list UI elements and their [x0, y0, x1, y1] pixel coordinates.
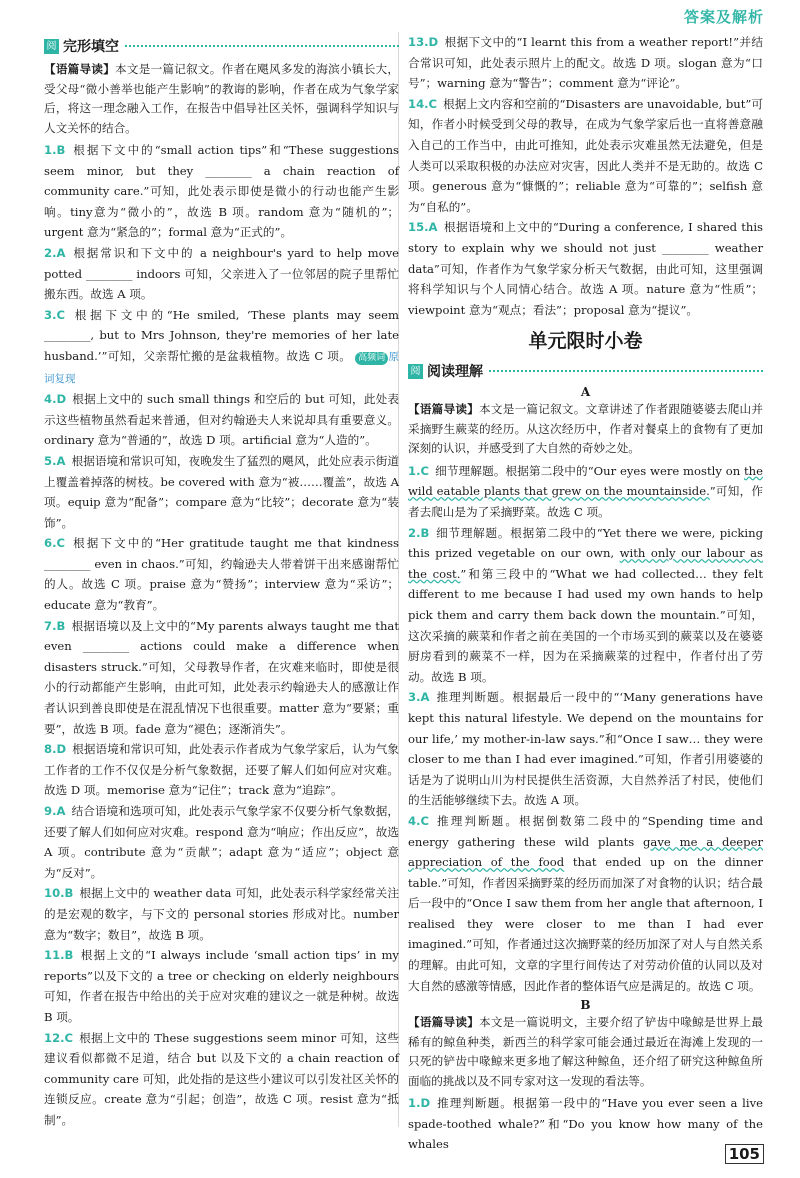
item-answer: D [428, 35, 439, 49]
item-number: 4. [408, 813, 421, 828]
section-icon: 阅 [408, 364, 423, 379]
answer-list [44, 140, 399, 1131]
answer-item [44, 533, 399, 615]
item-answer: A [56, 804, 66, 818]
item-number: 11. [44, 948, 65, 963]
answer-item [408, 94, 763, 218]
reading-guide-a [408, 400, 763, 459]
section-icon: 阅 [44, 39, 59, 54]
item-answer: B [420, 525, 430, 540]
item-explanation: 根据上文中的 weather data 可知，此处表示科学家经常关注的是宏观的数字，与下文的 personal stories 形成对比。number 意为“数字；数目”，故选 B 项。 [44, 886, 399, 942]
answer-item [44, 243, 399, 305]
item-explanation-end: that ended up on the dinner table.”可知，作者因采摘野菜的经历而加深了对食物的认识；结合最后一段中的“Once I saw them from her angle that afternoon, I realised they were closer to me than I had ever imagined.”可知，作者通过这次摘野菜的经历加深了对人与自然关系的理解。由此可知，文章的字里行间传达了对劳动价值的认同以及对大自然的感激等情感，因此作者的整体语气应是满足的。故选 C 项。 [408, 855, 763, 993]
item-explanation-end: ”可知，作者去爬山是为了采摘野菜。故选 C 项。 [408, 484, 763, 519]
item-explanation: 推理判断题。根据最后一段中的“‘Many generations have kept this natural lifestyle. We depend on the mountains for our life,’ my mother-in-law says.”和“Once I saw… they were closer to me than I had ever imagined.”可知，作者引用婆婆的话是为了说明山川为村民提供生活资源，大自然养活了村民，使他们的生活能够继续下去。故选 A 项。 [408, 690, 763, 808]
reading-guide-b [408, 1013, 763, 1091]
item-number: 6. [44, 536, 57, 551]
answer-item [44, 451, 399, 533]
item-explanation: 根据上文中的 These suggestions seem minor 可知，这些建议看似都微不足道，结合 but 以及下文的 a chain reaction of community care 可知，此处指的是这些小建议可以引发社区关怀的连锁反应。create 意为“引起；创造”，故选 C 项。resist 意为“抵制”。 [44, 1030, 399, 1127]
section-divider [125, 45, 399, 47]
item-answer: C [420, 463, 429, 478]
answer-item [408, 811, 763, 996]
answer-item [44, 801, 399, 883]
item-number: 8. [44, 742, 57, 757]
page-number: 105 [725, 1144, 764, 1164]
item-explanation: 根据下文中的“small action tips”和“These suggestions seem minor, but they ________ a chain reaction of community care.”可知，此处表示即使是微小的行动也能产生影响。tiny意为“微小的”，故选 B 项。random 意为“随机的”；urgent 意为“紧急的”；formal 意为“正式的”。 [44, 143, 399, 240]
item-number: 4. [44, 392, 57, 407]
item-answer: A [428, 220, 438, 235]
section-title: 完形填空 [63, 39, 119, 55]
item-number: 1. [408, 463, 421, 478]
item-number: 10. [44, 886, 65, 901]
answer-item [408, 461, 763, 523]
answer-item [44, 616, 399, 740]
item-answer: D [56, 742, 67, 757]
passage-b-answers [408, 1093, 763, 1155]
passage-label-a: A [580, 385, 591, 400]
item-answer: C [56, 536, 65, 551]
answer-item [44, 140, 399, 243]
answer-item [44, 305, 399, 389]
answer-item [44, 1028, 399, 1131]
guide-label: 【语篇导读】 [408, 1015, 480, 1030]
item-answer: A [420, 690, 430, 705]
item-answer: A [56, 245, 66, 260]
note-tag: 高频词 [355, 352, 388, 365]
highlighted-quote: with only our labour as the cost. [408, 546, 763, 581]
answer-item [408, 1093, 763, 1155]
right-column [408, 32, 763, 1155]
item-answer: C [56, 307, 65, 322]
item-explanation: 结合语境和选项可知，此处表示气象学家不仅要分析气象数据，还要了解人们如何应对灾难。respond 意为“响应；作出反应”，故选 A 项。contribute 意为“贡献”；adapt 意为“适应”；object 意为“反对”。 [44, 804, 399, 880]
section-title: 阅读理解 [427, 364, 483, 381]
passage-a-answers [408, 461, 763, 996]
answer-item [44, 739, 399, 801]
note-text: 原词复现 [44, 350, 399, 385]
section-reading [408, 361, 763, 381]
item-number: 5. [44, 453, 57, 468]
answer-item [44, 883, 399, 945]
item-answer: B [64, 948, 74, 963]
item-number: 2. [44, 245, 57, 260]
item-explanation: 根据上文内容和空前的“Disasters are unavoidable, but”可知，作者小时候受到父母的教导，在成为气象学家后也一直将善意融入自己的工作当中，由此可推知，此处表示灾难虽然无法避免，但是人类可以采取积极的办法应对灾害，因此人类并不是无助的。故选 C 项。generous 意为“慷慨的”；reliable 意为“可靠的”；selfish 意为“自私的”。 [408, 96, 763, 214]
item-number: 3. [44, 307, 57, 322]
item-explanation: 根据下文中的“He smiled, ‘These plants may seem ________, but to Mrs Johnson, they're memories of her late husband.’”可知，父亲帮忙搬的是盆栽植物。故选 C 项。 [44, 307, 399, 363]
reading-guide [44, 60, 399, 138]
item-number: 13. [408, 35, 429, 49]
item-number: 14. [408, 96, 429, 111]
item-explanation: 根据上文中的 such small things 和空后的 but 可知，此处表示这些植物虽然看起来普通，但对约翰逊夫人来说却具有重要意义。ordinary 意为“普通的”，故选 D 项。artificial 意为“人造的”。 [44, 392, 399, 448]
item-explanation: 推理判断题。根据第一段中的“Have you ever seen a live spade-toothed whale?”和“Do you know how many of the whales [408, 1096, 763, 1152]
unit-title: 单元限时小卷 [528, 330, 643, 353]
item-answer: C [420, 813, 429, 828]
item-answer: B [56, 143, 66, 157]
header-title: 答案及解析 [683, 8, 764, 26]
item-number: 1. [408, 1096, 421, 1111]
answer-item [408, 523, 763, 688]
item-number: 7. [44, 618, 57, 633]
answer-item [44, 389, 399, 451]
item-number: 3. [408, 690, 421, 705]
left-column [44, 32, 399, 1131]
guide-text: 本文是一篇说明文，主要介绍了铲齿中喙鲸是世界上最稀有的鲸鱼种类，新西兰的科学家可能会通过最近在海滩上发现的一只死的铲齿中喙鲸来更多地了解这种鲸鱼，还介绍了研究这种鲸鱼所面临的挑战以及不同专家对这一发现的看法等。 [408, 1015, 763, 1088]
item-answer: B [56, 618, 66, 633]
item-explanation: 根据语境和常识可知，此处表示作者成为气象学家后，认为气象工作者的工作不仅仅是分析气象数据，还要了解人们如何应对灾难。故选 D 项。memorise 意为“记住”；track 意为“追踪”。 [44, 742, 399, 798]
passage-label-b: B [580, 998, 591, 1013]
item-explanation: 根据上文的“I always include ‘small action tips’ in my reports”以及下文的 a tree or checking on elderly neighbours 可知，作者在报告中给出的关于应对灾难的建议之一就是种树。故选 B 项。 [44, 948, 399, 1024]
item-explanation-end: ”和第三段中的“What we had collected… they felt different to me because I had used my own hands to help pick them and carry them back down the mountain.”可知，这次采摘的蕨菜和作者之前在美国的一个市场买到的蕨菜以及在婆婆厨房看到的蕨菜不一样，因为在采摘蕨菜的过程中，作者付出了劳动。故选 B 项。 [408, 566, 763, 684]
item-explanation: 根据下文中的“I learnt this from a weather report!”并结合常识可知，此处表示照片上的配文。故选 D 项。slogan 意为“口号”；warning 意为“警告”；comment 意为“评论”。 [408, 35, 763, 91]
item-answer: A [56, 453, 66, 468]
highlighted-quote: gave me a deeper appreciation of the food [408, 834, 763, 870]
item-answer: D [420, 1096, 431, 1111]
answer-item [44, 945, 399, 1027]
answer-item [408, 32, 763, 94]
highlighted-quote: the wild eatable plants that grew on the mountainside. [408, 463, 763, 499]
answer-item [408, 687, 763, 811]
answer-item [408, 217, 763, 320]
guide-label: 【语篇导读】 [408, 402, 480, 417]
item-explanation: 细节理解题。根据第二段中的“Our eyes were mostly on [435, 463, 744, 478]
item-explanation: 根据常识和下文中的 a neighbour's yard to help move potted ________ indoors 可知，父亲进入了一位邻居的院子里帮忙搬东西。故选 A 项。 [44, 245, 399, 302]
item-explanation: 根据语境和常识可知，夜晚发生了猛烈的飓风，此处应表示街道上覆盖着掉落的树枝。be covered with 意为“被……覆盖”，故选 A 项。equip 意为“配备”；compare 意为“比较”；decorate 意为“装饰”。 [44, 453, 399, 530]
section-cloze [44, 36, 399, 56]
item-explanation: 细节理解题。根据第二段中的“Yet there we were, picking this prized vegetable on our own, [408, 525, 763, 561]
item-answer: B [64, 886, 74, 901]
guide-label: 【语篇导读】 [44, 62, 116, 76]
item-number: 2. [408, 525, 421, 540]
item-number: 1. [44, 143, 57, 157]
section-divider [489, 370, 763, 372]
item-answer: C [428, 96, 438, 111]
item-answer: C [64, 1030, 74, 1045]
guide-text: 本文是一篇记叙文。作者在飓风多发的海滨小镇长大，受父母“微小善举也能产生影响”的教诲的影响，作者在成为气象学家后，将这一理念融入工作，在报告中倡导社区关怀，强调科学知识与人文关怀的结合。 [44, 62, 399, 135]
item-number: 12. [44, 1030, 65, 1045]
item-number: 9. [44, 804, 57, 818]
item-explanation: 根据语境和上文中的“During a conference, I shared this story to explain why we should not just ________ weather data”可知，作者作为气象学家分析天气数据，由此可知，这里强调将科学知识与个人同情心结合。故选 A 项。nature 意为“性质”；viewpoint 意为“观点；看法”；proposal 意为“提议”。 [408, 220, 763, 317]
item-answer: D [56, 392, 67, 407]
item-explanation: 根据下文中的“Her gratitude taught me that kindness ________ even in chaos.”可知，约翰逊夫人带着饼干出来感谢帮忙的人。故选 C 项。praise 意为“赞扬”；interview 意为“采访”；educate 意为“教育”。 [44, 536, 399, 613]
answer-list-continued [408, 32, 763, 320]
guide-text: 本文是一篇记叙文。文章讲述了作者跟随婆婆去爬山并采摘野生蕨菜的经历。从这次经历中，作者对餐桌上的食物有了更加深刻的认识，并感受到了大自然的奇妙之处。 [408, 402, 763, 456]
item-explanation: 根据语境以及上文中的“My parents always taught me that even ________ actions could make a difference when disasters struck.”可知，父母教导作者，在灾难来临时，即使是很小的行动都能产生影响，由此可知，此处表示约翰逊夫人的感激让作者认识到善良即使是在混乱情况下也很重要。matter 意为“要紧；重要”，故选 B 项。fade 意为“褪色；逐渐消失”。 [44, 618, 399, 736]
item-explanation: 推理判断题。根据倒数第二段中的“Spending time and energy gathering these wild plants [408, 813, 763, 849]
item-number: 15. [408, 220, 429, 235]
